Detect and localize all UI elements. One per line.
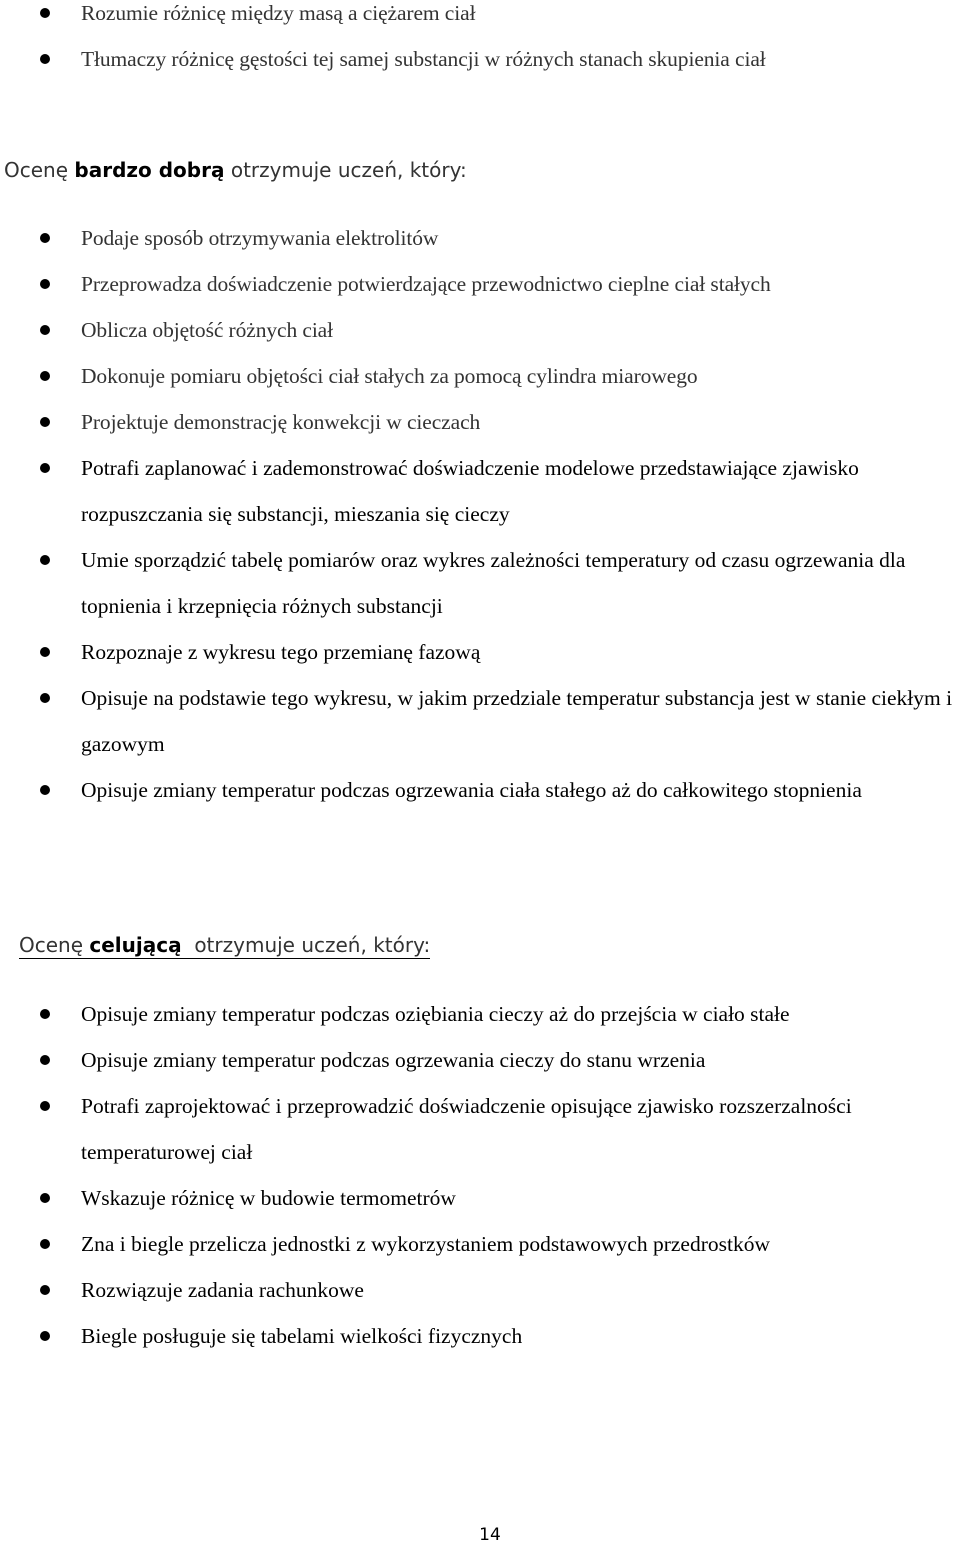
bullet-icon	[40, 1285, 50, 1295]
bullet-icon	[40, 1239, 50, 1249]
good-grade-list	[0, 0, 960, 82]
bullet-icon	[40, 54, 50, 64]
bullet-icon	[40, 1331, 50, 1341]
bullet-icon	[40, 693, 50, 703]
list-item: Opisuje na podstawie tego wykresu, w jakim przedziale temperatur substancja jest w stanie ciekłym i gazowym	[0, 675, 960, 767]
list-item: Dokonuje pomiaru objętości ciał stałych za pomocą cylindra miarowego	[0, 353, 960, 399]
list-item: Przeprowadza doświadczenie potwierdzające przewodnictwo cieplne ciał stałych	[0, 261, 960, 307]
excellent-heading: Ocenę celującą otrzymuje uczeń, który:	[19, 933, 431, 957]
list-item: Zna i biegle przelicza jednostki z wykorzystaniem podstawowych przedrostków	[0, 1221, 960, 1267]
list-item: Umie sporządzić tabelę pomiarów oraz wykres zależności temperatury od czasu ogrzewania dla topnienia i krzepnięcia różnych substancji	[0, 537, 960, 629]
page-number: 14	[479, 1525, 501, 1545]
list-item: Tłumaczy różnicę gęstości tej samej substancji w różnych stanach skupienia ciał	[0, 36, 960, 82]
grade-name: bardzo dobrą	[74, 158, 225, 182]
very-good-grade-list	[0, 215, 960, 813]
list-item: Opisuje zmiany temperatur podczas ogrzewania ciała stałego aż do całkowitego stopnienia	[0, 767, 960, 813]
bullet-icon	[40, 1055, 50, 1065]
bullet-icon	[40, 1009, 50, 1019]
bullet-icon	[40, 785, 50, 795]
bullet-icon	[40, 1101, 50, 1111]
bullet-icon	[40, 371, 50, 381]
very-good-heading: Ocenę bardzo dobrą otrzymuje uczeń, który:	[4, 158, 467, 182]
list-item: Opisuje zmiany temperatur podczas oziębiania cieczy aż do przejścia w ciało stałe	[0, 991, 960, 1037]
list-item: Wskazuje różnicę w budowie termometrów	[0, 1175, 960, 1221]
grade-name: celującą	[89, 933, 182, 957]
list-item: Projektuje demonstrację konwekcji w cieczach	[0, 399, 960, 445]
list-item: Biegle posługuje się tabelami wielkości fizycznych	[0, 1313, 960, 1359]
list-item: Rozumie różnicę między masą a ciężarem ciał	[0, 0, 960, 36]
list-item: Oblicza objętość różnych ciał	[0, 307, 960, 353]
list-item: Rozpoznaje z wykresu tego przemianę fazową	[0, 629, 960, 675]
bullet-icon	[40, 1193, 50, 1203]
list-item: Opisuje zmiany temperatur podczas ogrzewania cieczy do stanu wrzenia	[0, 1037, 960, 1083]
list-item: Podaje sposób otrzymywania elektrolitów	[0, 215, 960, 261]
bullet-icon	[40, 417, 50, 427]
bullet-icon	[40, 555, 50, 565]
bullet-icon	[40, 8, 50, 18]
list-item: Potrafi zaplanować i zademonstrować doświadczenie modelowe przedstawiające zjawisko rozpuszczania się substancji, mieszania się cieczy	[0, 445, 960, 537]
bullet-icon	[40, 463, 50, 473]
list-item: Potrafi zaprojektować i przeprowadzić doświadczenie opisujące zjawisko rozszerzalności temperaturowej ciał	[0, 1083, 960, 1175]
bullet-icon	[40, 325, 50, 335]
list-item: Rozwiązuje zadania rachunkowe	[0, 1267, 960, 1313]
bullet-icon	[40, 279, 50, 289]
bullet-icon	[40, 647, 50, 657]
excellent-grade-list	[0, 991, 960, 1359]
bullet-icon	[40, 233, 50, 243]
